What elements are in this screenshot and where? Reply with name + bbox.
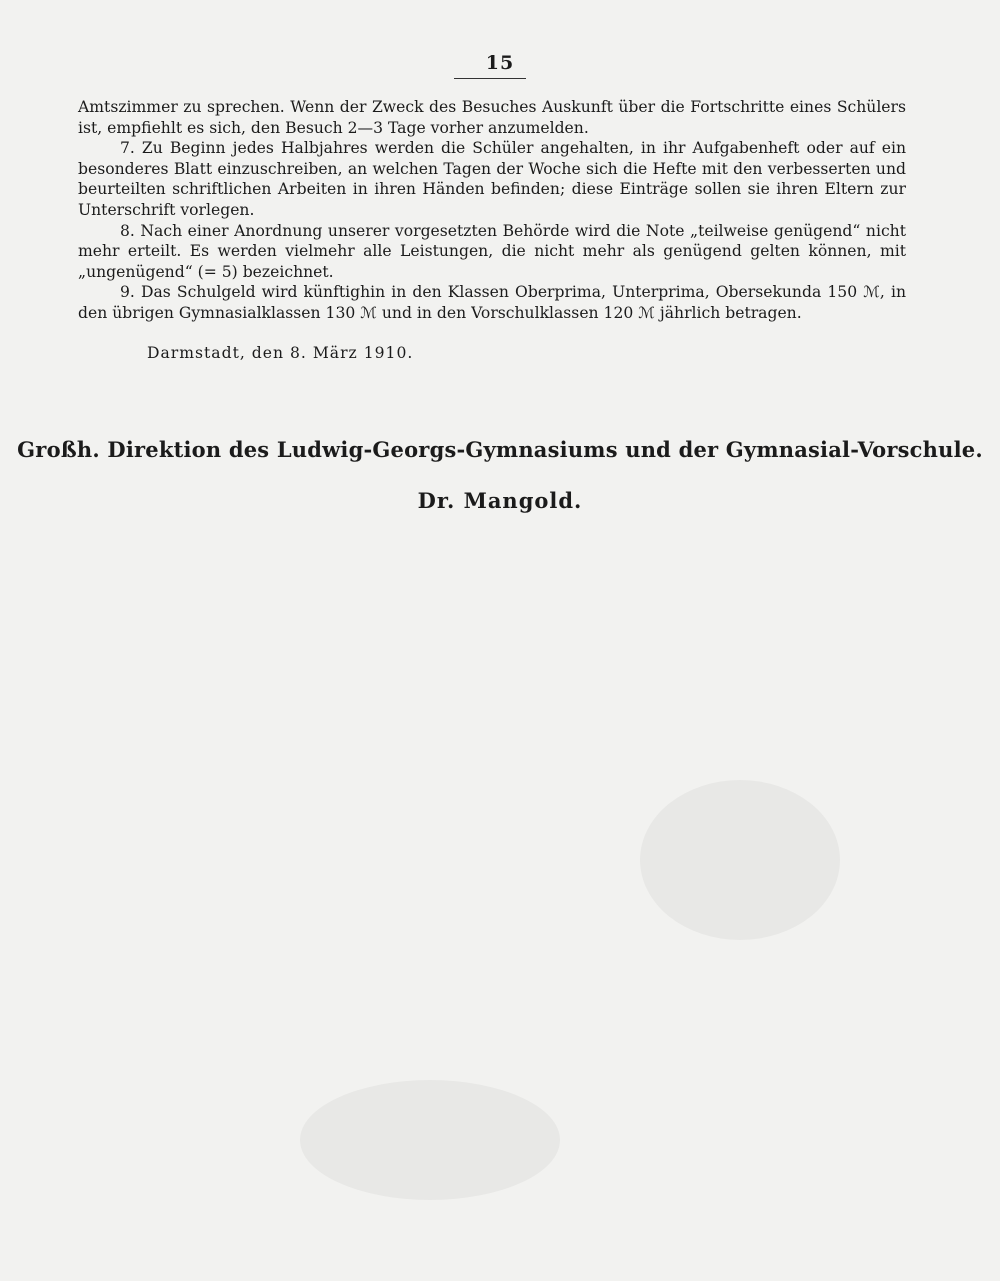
paragraph-continuation: Amtszimmer zu sprechen. Wenn der Zweck des Besuches Auskunft über die Fortschritte eines Schülers ist, empfiehlt es sich, den Besuch 2—3 Tage vorher anzumelden. bbox=[78, 98, 906, 137]
body-text bbox=[78, 97, 906, 324]
page-number: 15 bbox=[485, 52, 515, 74]
paragraph-item-8: 8. Nach einer Anordnung unserer vorgesetzten Behörde wird die Note „teilweise genügend“ nicht mehr erteilt. Es werden vielmehr alle Leistungen, die nicht mehr als genügend gelten können, mit „ungenügend“ (= 5) bezeichnet. bbox=[78, 221, 906, 281]
dateline: Darmstadt, den 8. März 1910. bbox=[147, 344, 414, 362]
paper-stain bbox=[300, 1080, 560, 1200]
paragraph-item-7: 7. Zu Beginn jedes Halbjahres werden die Schüler angehalten, in ihr Aufgabenheft oder auf ein besonderes Blatt einzuschreiben, an welchen Tagen der Woche sich die Hefte mit den verbesserten und beurteilten schriftlichen Arbeiten in ihren Händen befinden; diese Einträge sollen sie ihren Eltern zur Unterschrift vorlegen. bbox=[78, 139, 906, 219]
signature-name: Dr. Mangold. bbox=[417, 488, 583, 513]
paragraph-item-9: 9. Das Schulgeld wird künftighin in den Klassen Oberprima, Unterprima, Obersekunda 150 ℳ, in den übrigen Gymnasialklassen 130 ℳ und in den Vorschulklassen 120 ℳ jährlich betragen. bbox=[78, 283, 906, 322]
paper-stain bbox=[640, 780, 840, 940]
page-number-rule bbox=[454, 78, 526, 79]
signature-organization: Großh. Direktion des Ludwig-Georgs-Gymnasiums und der Gymnasial-Vorschule. bbox=[17, 437, 983, 462]
